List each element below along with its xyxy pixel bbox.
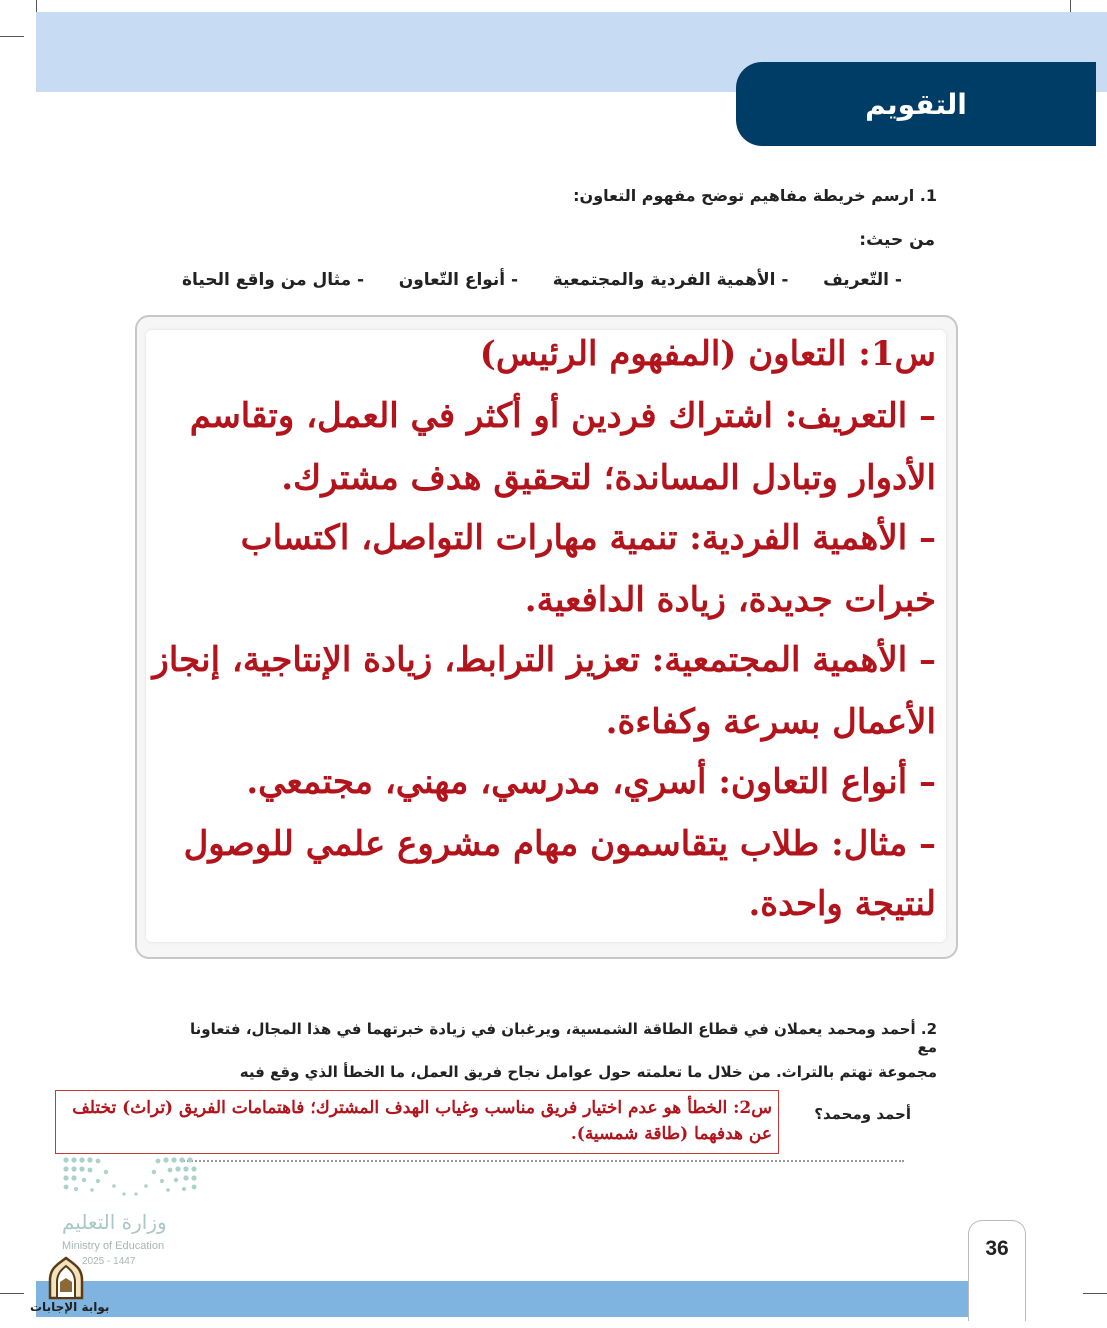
ministry-year: 2025 - 1447	[82, 1256, 136, 1267]
aspect-item: - أنواع التّعاون	[398, 270, 519, 290]
question-1: 1. ارسم خريطة مفاهيم توضح مفهوم التعاون:	[573, 186, 937, 205]
question-1-from: من حيث:	[859, 230, 935, 250]
crop-mark	[0, 1293, 24, 1294]
answer-1-box	[146, 330, 946, 942]
answer-1-line: الأدوار وتبادل المساندة؛ لتحقيق هدف مشترك.	[281, 458, 936, 498]
answer-1-line: لنتيجة واحدة.	[748, 884, 936, 924]
page-number: 36	[985, 1237, 1009, 1260]
ministry-name-en: Ministry of Education	[62, 1240, 165, 1252]
answer-1-line: – الأهمية المجتمعية: تعزيز الترابط، زيادة الإنتاجية، إنجاز	[152, 640, 936, 680]
question-1-aspects	[182, 270, 902, 290]
answer-line	[180, 1160, 904, 1162]
answer-1-line: – مثال: طلاب يتقاسمون مهام مشروع علمي للوصول	[183, 824, 936, 864]
answer-2-text: س2: الخطأ هو عدم اختيار فريق مناسب وغياب الهدف المشترك؛ فاهتمامات الفريق (تراث) تختلف عن هدفهما (طاقة شمسية).	[72, 1098, 772, 1144]
aspect-item: - مثال من واقع الحياة	[182, 270, 365, 290]
answer-1-line: – أنواع التعاون: أسري، مدرسي، مهني، مجتمعي.	[246, 762, 936, 802]
question-2-line: أحمد ومحمد؟	[814, 1105, 911, 1123]
question-2-line: 2. أحمد ومحمد يعملان في قطاع الطاقة الشمسية، ويرغبان في زيادة خبرتهما في هذا المجال، فتعاونا مع	[189, 1020, 937, 1056]
aspect-item: - الأهمية الفردية والمجتمعية	[552, 270, 789, 290]
crop-mark	[0, 36, 24, 37]
answer-1-line: – الأهمية الفردية: تنمية مهارات التواصل، اكتساب	[240, 518, 936, 558]
crop-mark	[1083, 1293, 1107, 1294]
section-title: التقويم	[865, 87, 967, 121]
portal-logo-icon	[44, 1256, 88, 1300]
portal-label: بوابة الإجابات	[30, 1300, 110, 1314]
ministry-name-ar: وزارة التعليم	[62, 1210, 167, 1234]
answer-2-box	[55, 1090, 779, 1154]
aspect-item: - التّعريف	[823, 270, 902, 290]
answer-1-line: – التعريف: اشتراك فردين أو أكثر في العمل، وتقاسم	[189, 396, 936, 436]
footer-band	[36, 1281, 968, 1317]
page-number-box	[968, 1220, 1026, 1321]
ministry-logo-icon	[62, 1156, 202, 1200]
answer-1-line: الأعمال بسرعة وكفاءة.	[605, 702, 936, 742]
question-2-line: مجموعة تهتم بالتراث. من خلال ما تعلمته حول عوامل نجاح فريق العمل، ما الخطأ الذي وقع فيه	[239, 1063, 937, 1081]
section-title-tab	[736, 62, 1096, 146]
answer-1-line: خبرات جديدة، زيادة الدافعية.	[524, 580, 936, 620]
answer-1-line: س1: التعاون (المفهوم الرئيس)	[479, 334, 936, 374]
